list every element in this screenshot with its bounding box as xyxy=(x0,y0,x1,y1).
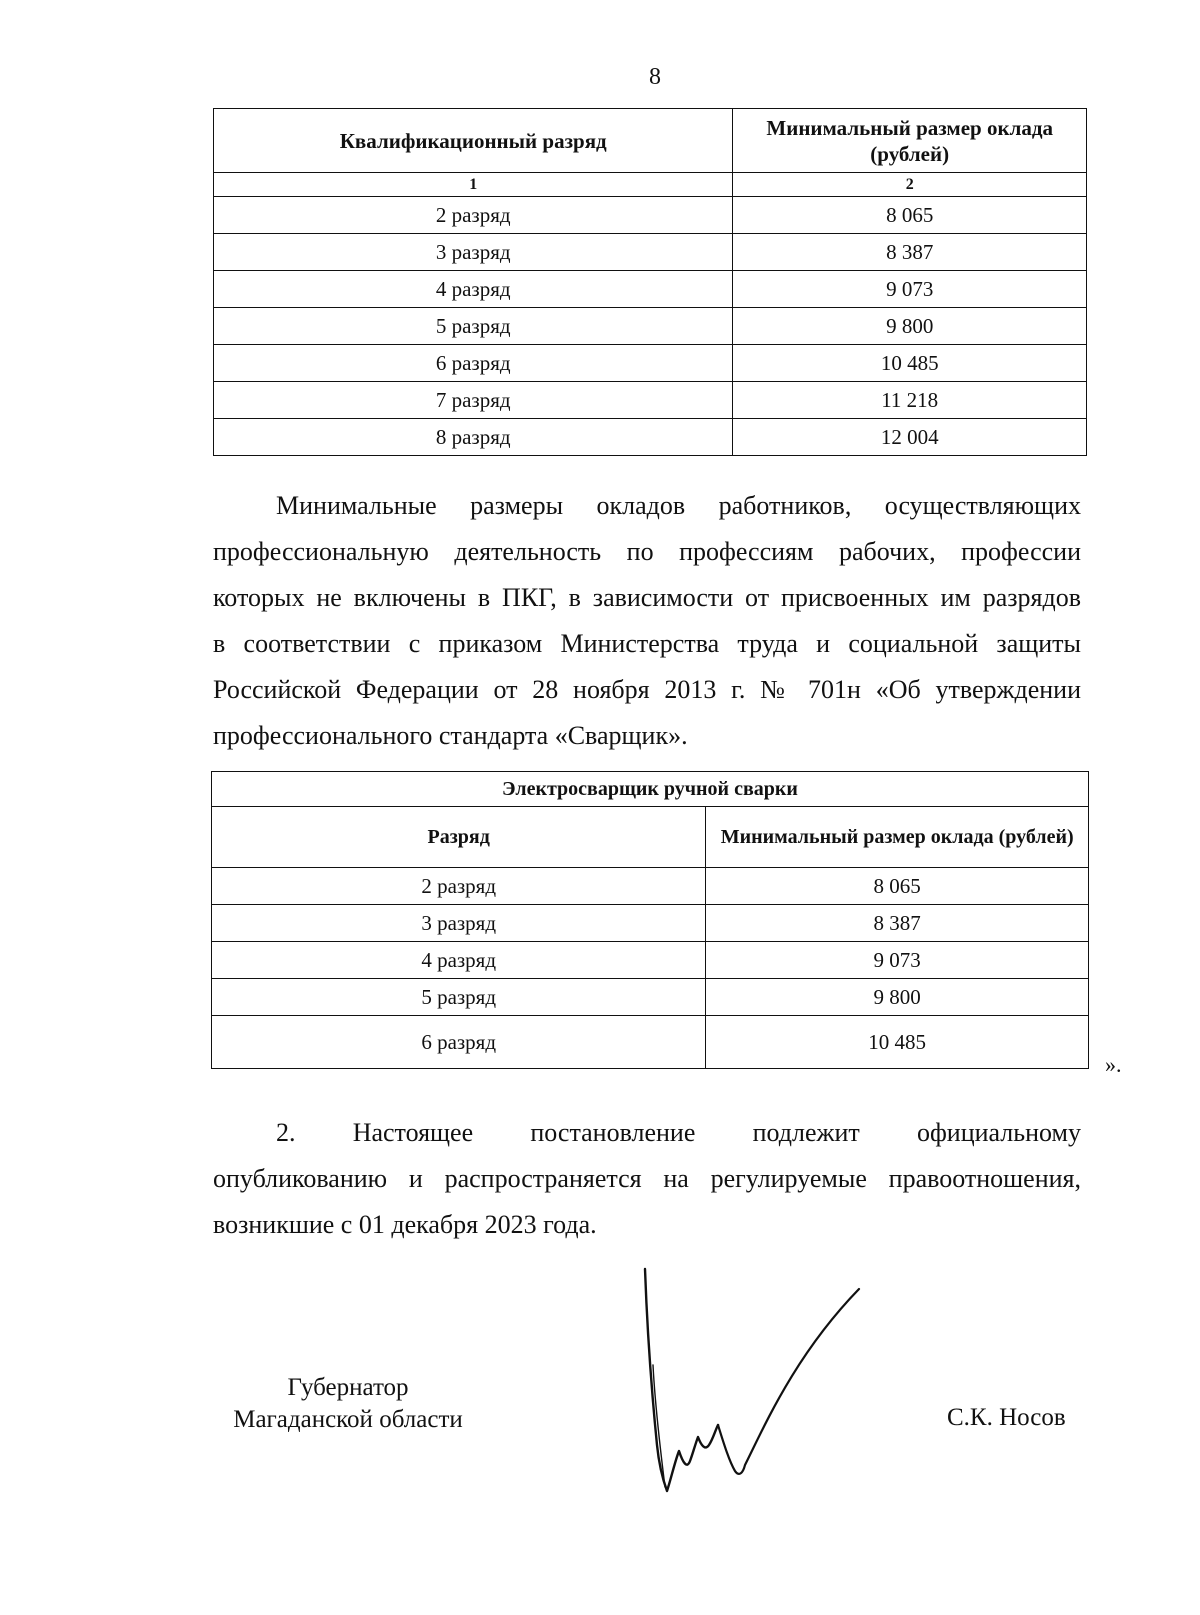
column-header-grade: Разряд xyxy=(212,807,706,868)
salary-table-grades xyxy=(213,108,1087,456)
table-row xyxy=(214,197,1087,234)
table-row xyxy=(212,979,1089,1016)
salary-cell: 10 485 xyxy=(706,1016,1089,1069)
grade-cell: 4 разряд xyxy=(212,942,706,979)
table-row xyxy=(214,382,1087,419)
grade-cell: 5 разряд xyxy=(214,308,733,345)
table-header-row xyxy=(212,807,1089,868)
grade-cell: 7 разряд xyxy=(214,382,733,419)
page-number: 8 xyxy=(649,64,661,90)
paragraph-line: опубликованию и распространяется на регулируемые правоотношения, xyxy=(213,1164,1081,1193)
column-header-grade: Квалификационный разряд xyxy=(214,109,733,173)
salary-cell: 8 065 xyxy=(706,868,1089,905)
grade-cell: 6 разряд xyxy=(214,345,733,382)
table-row xyxy=(214,234,1087,271)
column-index-row xyxy=(214,173,1087,197)
grade-cell: 4 разряд xyxy=(214,271,733,308)
table-title-row xyxy=(212,772,1089,807)
grade-cell: 8 разряд xyxy=(214,419,733,456)
table-row xyxy=(214,308,1087,345)
paragraph-line: Российской Федерации от 28 ноября 2013 г. № 701н «Об утверждении xyxy=(213,675,1081,704)
table-row xyxy=(214,419,1087,456)
grade-cell: 3 разряд xyxy=(214,234,733,271)
grade-cell: 2 разряд xyxy=(214,197,733,234)
signatory-title-line: Губернатор xyxy=(287,1374,409,1401)
salary-cell: 10 485 xyxy=(733,345,1087,382)
paragraph-line: Минимальные размеры окладов работников, осуществляющих xyxy=(276,491,1081,520)
paragraph-publication xyxy=(213,1110,1081,1248)
grade-cell: 3 разряд xyxy=(212,905,706,942)
table-row xyxy=(212,905,1089,942)
paragraph-line: возникшие с 01 декабря 2023 года. xyxy=(213,1210,597,1239)
salary-table-welder xyxy=(211,771,1089,1069)
column-header-salary: Минимальный размер оклада (рублей) xyxy=(706,807,1089,868)
salary-cell: 8 065 xyxy=(733,197,1087,234)
paragraph-line: в соответствии с приказом Министерства труда и социальной защиты xyxy=(213,629,1081,658)
salary-cell: 8 387 xyxy=(706,905,1089,942)
table-row xyxy=(212,1016,1089,1069)
signatory-title xyxy=(222,1372,474,1436)
column-index-1: 1 xyxy=(214,173,733,197)
grade-cell: 6 разряд xyxy=(212,1016,706,1069)
salary-cell: 9 073 xyxy=(733,271,1087,308)
paragraph-line: профессиональную деятельность по профессиям рабочих, профессии xyxy=(213,537,1081,566)
signatory-title-line: Магаданской области xyxy=(233,1406,463,1433)
column-index-2: 2 xyxy=(733,173,1087,197)
paragraph-line: которых не включены в ПКГ, в зависимости от присвоенных им разрядов xyxy=(213,583,1081,612)
table-title: Электросварщик ручной сварки xyxy=(212,772,1089,807)
salary-cell: 12 004 xyxy=(733,419,1087,456)
salary-cell: 9 800 xyxy=(706,979,1089,1016)
column-header-salary: Минимальный размер оклада (рублей) xyxy=(733,109,1087,173)
table-row xyxy=(214,271,1087,308)
table-row xyxy=(212,868,1089,905)
salary-cell: 9 800 xyxy=(733,308,1087,345)
grade-cell: 2 разряд xyxy=(212,868,706,905)
table-header-row xyxy=(214,109,1087,173)
closing-quote: ». xyxy=(1105,1052,1122,1077)
paragraph-min-salaries xyxy=(213,483,1081,759)
handwritten-signature xyxy=(635,1265,875,1505)
grade-cell: 5 разряд xyxy=(212,979,706,1016)
salary-cell: 8 387 xyxy=(733,234,1087,271)
signatory-name: С.К. Носов xyxy=(947,1404,1066,1431)
paragraph-line: 2. Настоящее постановление подлежит официальному xyxy=(276,1118,1081,1147)
paragraph-line: профессионального стандарта «Сварщик». xyxy=(213,721,688,750)
salary-cell: 11 218 xyxy=(733,382,1087,419)
table-row xyxy=(214,345,1087,382)
table-row xyxy=(212,942,1089,979)
salary-cell: 9 073 xyxy=(706,942,1089,979)
